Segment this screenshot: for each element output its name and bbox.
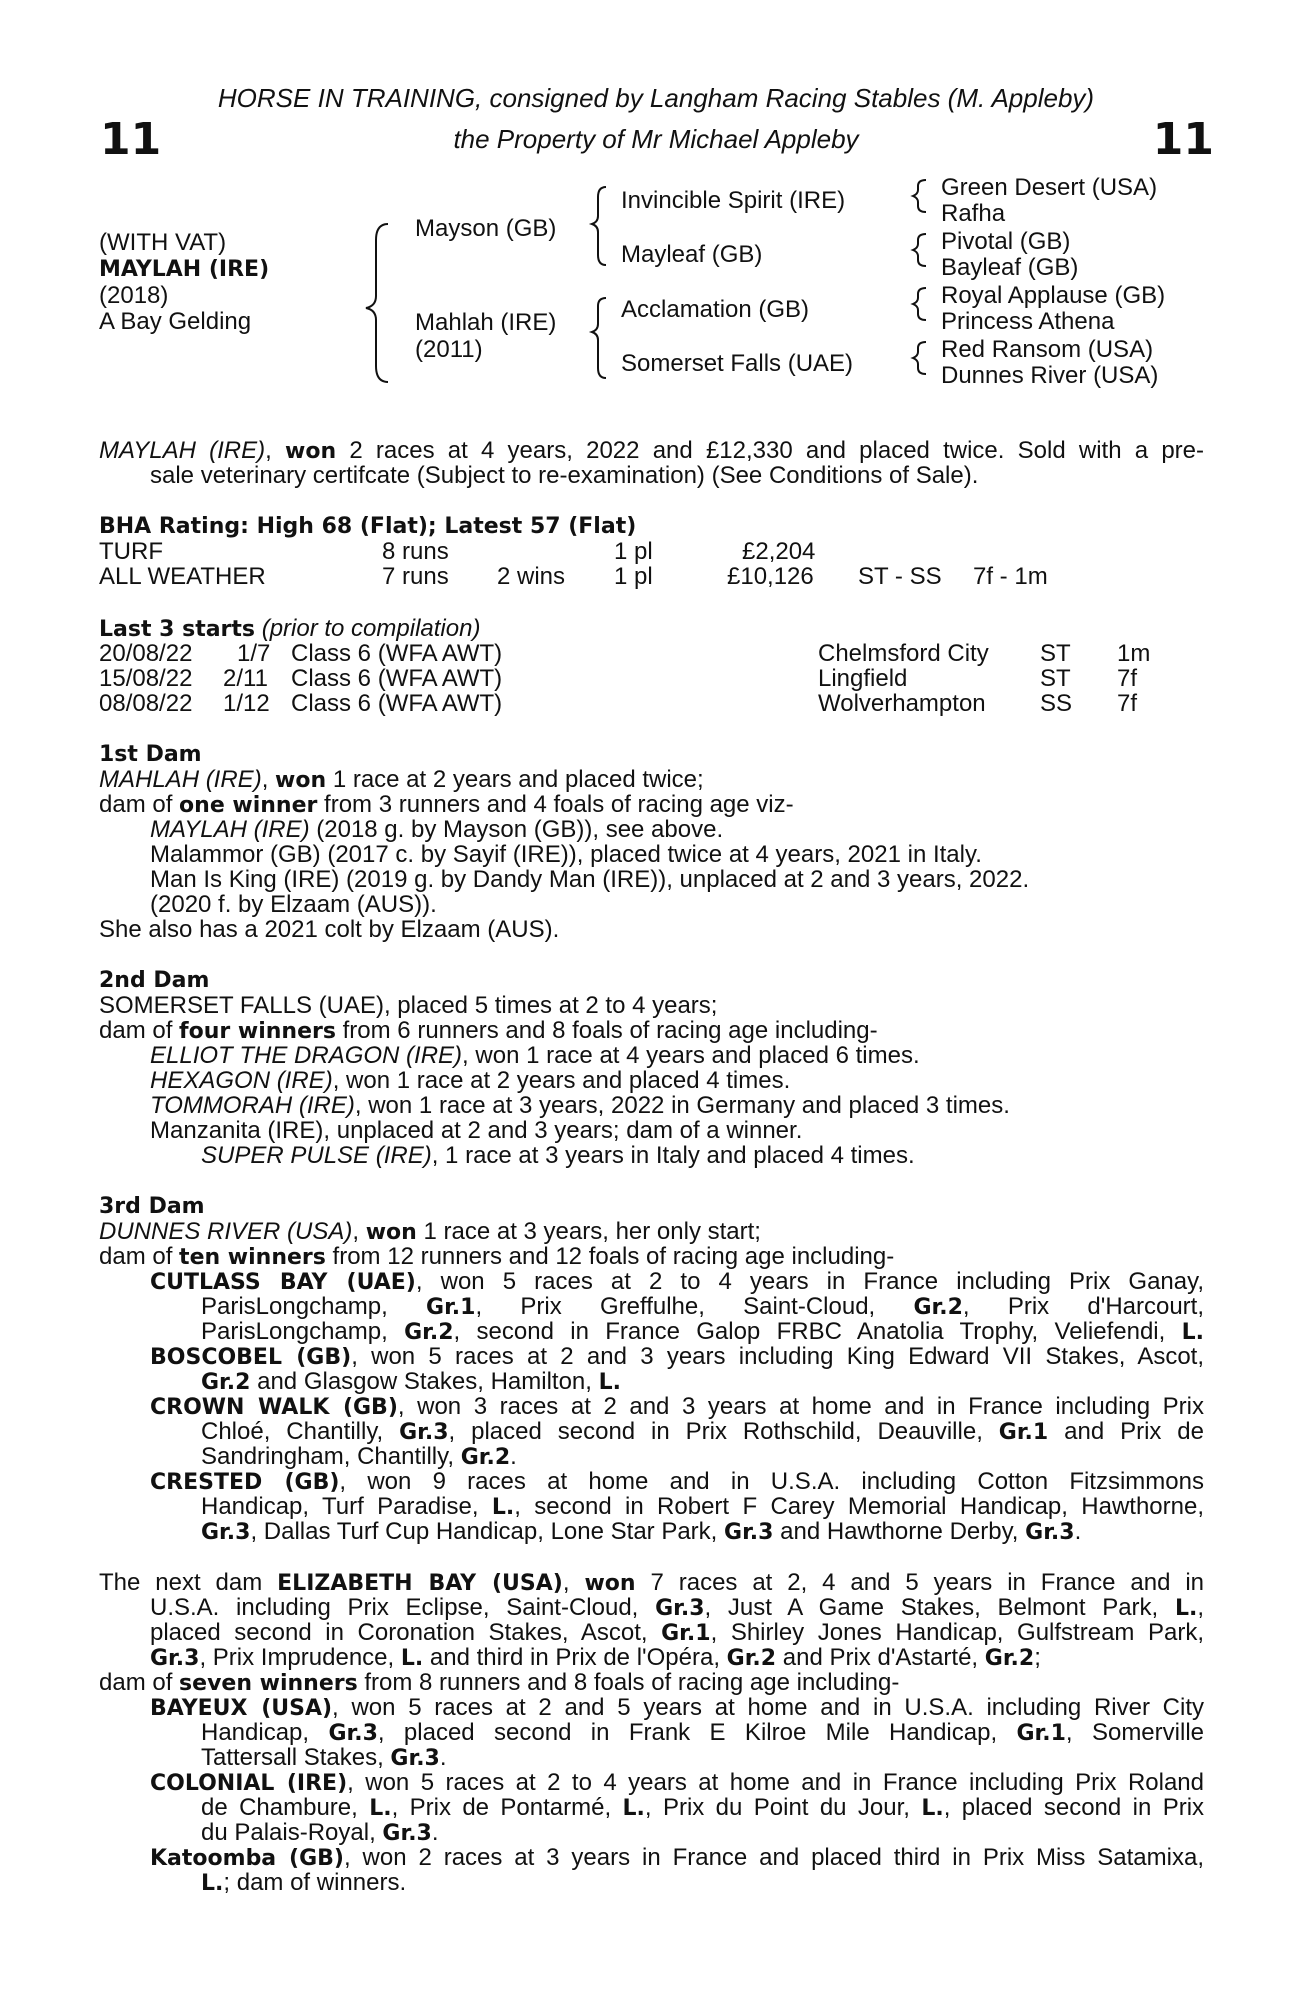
turf-prize: £2,204 <box>742 538 816 565</box>
cutlass-line3: ParisLongchamp, Gr.2, second in France Galop FRBC Anatolia Trophy, Veliefendi, L. <box>201 1318 1205 1345</box>
dam1-heading: 1st Dam <box>99 742 202 767</box>
start-date: 20/08/22 <box>99 640 193 667</box>
dam1-note: She also has a 2021 colt by Elzaam (AUS). <box>99 916 560 943</box>
dam1-progeny: MAYLAH (IRE) (2018 g. by Mayson (GB)), see above. <box>150 816 724 843</box>
dam-year: (2011) <box>415 336 483 363</box>
start-position: 1/7 <box>237 640 271 667</box>
dam1-progeny: Malammor (GB) (2017 c. by Sayif (IRE)), placed twice at 4 years, 2021 in Italy. <box>150 841 982 868</box>
start-course: Wolverhampton <box>818 690 986 717</box>
next-dam-line1: The next dam ELIZABETH BAY (USA), won 7 races at 2, 4 and 5 years in France and in <box>99 1569 1205 1596</box>
boscobel-line1: BOSCOBEL (GB), won 5 races at 2 and 3 years including King Edward VII Stakes, Ascot, <box>150 1343 1205 1370</box>
colonial-line2: de Chambure, L., Prix de Pontarmé, L., Prix du Point du Jour, L., placed second in Prix <box>201 1794 1205 1821</box>
dam2-grand-progeny: SUPER PULSE (IRE), 1 race at 3 years in Italy and placed 4 times. <box>201 1142 915 1169</box>
vat-label: (WITH VAT) <box>99 229 227 256</box>
start-course: Chelmsford City <box>818 640 989 667</box>
summary-line-1: MAYLAH (IRE), won 2 races at 4 years, 2022 and £12,330 and placed twice. Sold with a pre- <box>99 437 1205 464</box>
aw-prize: £10,126 <box>727 563 814 590</box>
katoomba-line1: Katoomba (GB), won 2 races at 3 years in France and placed third in Prix Miss Satamixa, <box>150 1844 1204 1871</box>
start-course: Lingfield <box>818 665 908 692</box>
dam1-line1: MAHLAH (IRE), won 1 race at 2 years and placed twice; <box>99 766 704 793</box>
dam3-line2: dam of ten winners from 12 runners and 12 foals of racing age including- <box>99 1243 895 1270</box>
start-distance: 7f <box>1117 690 1138 717</box>
next-dam-line2: U.S.A. including Prix Eclipse, Saint-Cloud, Gr.3, Just A Game Stakes, Belmont Park, L., <box>150 1594 1205 1621</box>
next-dam-line3: placed second in Coronation Stakes, Ascot, Gr.1, Shirley Jones Handicap, Gulfstream Park, <box>150 1619 1205 1646</box>
bayeux-line3: Tattersall Stakes, Gr.3. <box>201 1744 447 1771</box>
sire-sire: Invincible Spirit (IRE) <box>621 187 846 214</box>
crested-line1: CRESTED (GB), won 9 races at home and in U.S.A. including Cotton Fitzsimmons <box>150 1468 1204 1495</box>
dam-sire: Acclamation (GB) <box>621 296 810 323</box>
dam: Mahlah (IRE) <box>415 309 557 336</box>
lot-number-left: 11 <box>100 114 162 165</box>
aw-wins: 2 wins <box>497 563 566 590</box>
rating-heading: BHA Rating: High 68 (Flat); Latest 57 (Flat) <box>99 514 637 539</box>
header-consignor: HORSE IN TRAINING, consigned by Langham Racing Stables (M. Appleby) <box>217 83 1095 113</box>
ss-dam: Rafha <box>941 200 1006 227</box>
start-position: 2/11 <box>223 665 268 692</box>
lot-number-right: 11 <box>1152 114 1214 165</box>
bayeux-line2: Handicap, Gr.3, placed second in Frank E Kilroe Mile Handicap, Gr.1, Somerville <box>201 1719 1204 1746</box>
start-distance: 7f <box>1117 665 1138 692</box>
horse-year: (2018) <box>99 282 169 309</box>
dd-sire: Red Ransom (USA) <box>941 336 1154 363</box>
crown-line1: CROWN WALK (GB), won 3 races at 2 and 3 years at home and in France including Prix <box>150 1393 1205 1420</box>
sd-sire: Pivotal (GB) <box>941 228 1071 255</box>
crown-line2: Chloé, Chantilly, Gr.3, placed second in Prix Rothschild, Deauville, Gr.1 and Prix de <box>201 1418 1204 1445</box>
start-going: ST <box>1040 665 1071 692</box>
dam2-line2: dam of four winners from 6 runners and 8 foals of racing age including- <box>99 1017 878 1044</box>
start-going: ST <box>1040 640 1071 667</box>
cutlass-line1: CUTLASS BAY (UAE), won 5 races at 2 to 4 years in France including Prix Ganay, <box>150 1268 1204 1295</box>
sd-dam: Bayleaf (GB) <box>941 254 1079 281</box>
dd-dam: Dunnes River (USA) <box>941 362 1159 389</box>
crown-line3: Sandringham, Chantilly, Gr.2. <box>201 1443 517 1470</box>
ds-sire: Royal Applause (GB) <box>941 282 1166 309</box>
aw-label: ALL WEATHER <box>99 563 266 590</box>
start-race: Class 6 (WFA AWT) <box>291 640 503 667</box>
start-race: Class 6 (WFA AWT) <box>291 665 503 692</box>
boscobel-line2: Gr.2 and Glasgow Stakes, Hamilton, L. <box>201 1368 621 1395</box>
start-distance: 1m <box>1117 640 1151 667</box>
aw-runs: 7 runs <box>382 563 449 590</box>
start-going: SS <box>1040 690 1073 717</box>
sire-dam: Mayleaf (GB) <box>621 241 763 268</box>
crested-line2: Handicap, Turf Paradise, L., second in Robert F Carey Memorial Handicap, Hawthorne, <box>201 1493 1205 1520</box>
start-date: 15/08/22 <box>99 665 193 692</box>
dam1-progeny: (2020 f. by Elzaam (AUS)). <box>150 891 437 918</box>
aw-placed: 1 pl <box>614 563 653 590</box>
dam2-progeny: ELLIOT THE DRAGON (IRE), won 1 race at 4 years and placed 6 times. <box>150 1042 920 1069</box>
turf-runs: 8 runs <box>382 538 449 565</box>
dam2-progeny: TOMMORAH (IRE), won 1 race at 3 years, 2022 in Germany and placed 3 times. <box>150 1092 1010 1119</box>
cutlass-line2: ParisLongchamp, Gr.1, Prix Greffulhe, Saint-Cloud, Gr.2, Prix d'Harcourt, <box>201 1293 1205 1320</box>
start-position: 1/12 <box>223 690 270 717</box>
aw-going: ST - SS <box>858 563 942 590</box>
next-dam-line5: dam of seven winners from 8 runners and 8 foals of racing age including- <box>99 1669 900 1696</box>
katoomba-line2: L.; dam of winners. <box>201 1869 407 1896</box>
next-dam-line4: Gr.3, Prix Imprudence, L. and third in Prix de l'Opéra, Gr.2 and Prix d'Astarté, Gr.2; <box>150 1644 1041 1671</box>
ds-dam: Princess Athena <box>941 308 1115 335</box>
aw-dist: 7f - 1m <box>973 563 1048 590</box>
dam2-progeny: HEXAGON (IRE), won 1 race at 2 years and placed 4 times. <box>150 1067 791 1094</box>
starts-heading: Last 3 starts (prior to compilation) <box>99 615 481 642</box>
ss-sire: Green Desert (USA) <box>941 174 1158 201</box>
horse-description: A Bay Gelding <box>99 308 252 335</box>
summary-line-2: sale veterinary certifcate (Subject to re-examination) (See Conditions of Sale). <box>150 462 979 489</box>
colonial-line1: COLONIAL (IRE), won 5 races at 2 to 4 years at home and in France including Prix Roland <box>150 1769 1205 1796</box>
dam-dam: Somerset Falls (UAE) <box>621 350 854 377</box>
dam2-heading: 2nd Dam <box>99 968 210 993</box>
dam3-heading: 3rd Dam <box>99 1194 205 1219</box>
header-property: the Property of Mr Michael Appleby <box>453 124 859 154</box>
start-date: 08/08/22 <box>99 690 193 717</box>
crested-line3: Gr.3, Dallas Turf Cup Handicap, Lone Star Park, Gr.3 and Hawthorne Derby, Gr.3. <box>201 1518 1082 1545</box>
horse-name: MAYLAH (IRE) <box>99 257 270 282</box>
turf-placed: 1 pl <box>614 538 653 565</box>
sire: Mayson (GB) <box>415 215 557 242</box>
turf-label: TURF <box>99 538 163 565</box>
dam3-line1: DUNNES RIVER (USA), won 1 race at 3 years, her only start; <box>99 1218 761 1245</box>
bayeux-line1: BAYEUX (USA), won 5 races at 2 and 5 years at home and in U.S.A. including River City <box>150 1694 1204 1721</box>
dam2-line1: SOMERSET FALLS (UAE), placed 5 times at 2 to 4 years; <box>99 992 718 1019</box>
dam2-progeny: Manzanita (IRE), unplaced at 2 and 3 years; dam of a winner. <box>150 1117 803 1144</box>
dam1-line2: dam of one winner from 3 runners and 4 foals of racing age viz- <box>99 791 794 818</box>
colonial-line3: du Palais-Royal, Gr.3. <box>201 1819 439 1846</box>
start-race: Class 6 (WFA AWT) <box>291 690 503 717</box>
dam1-progeny: Man Is King (IRE) (2019 g. by Dandy Man (IRE)), unplaced at 2 and 3 years, 2022. <box>150 866 1030 893</box>
